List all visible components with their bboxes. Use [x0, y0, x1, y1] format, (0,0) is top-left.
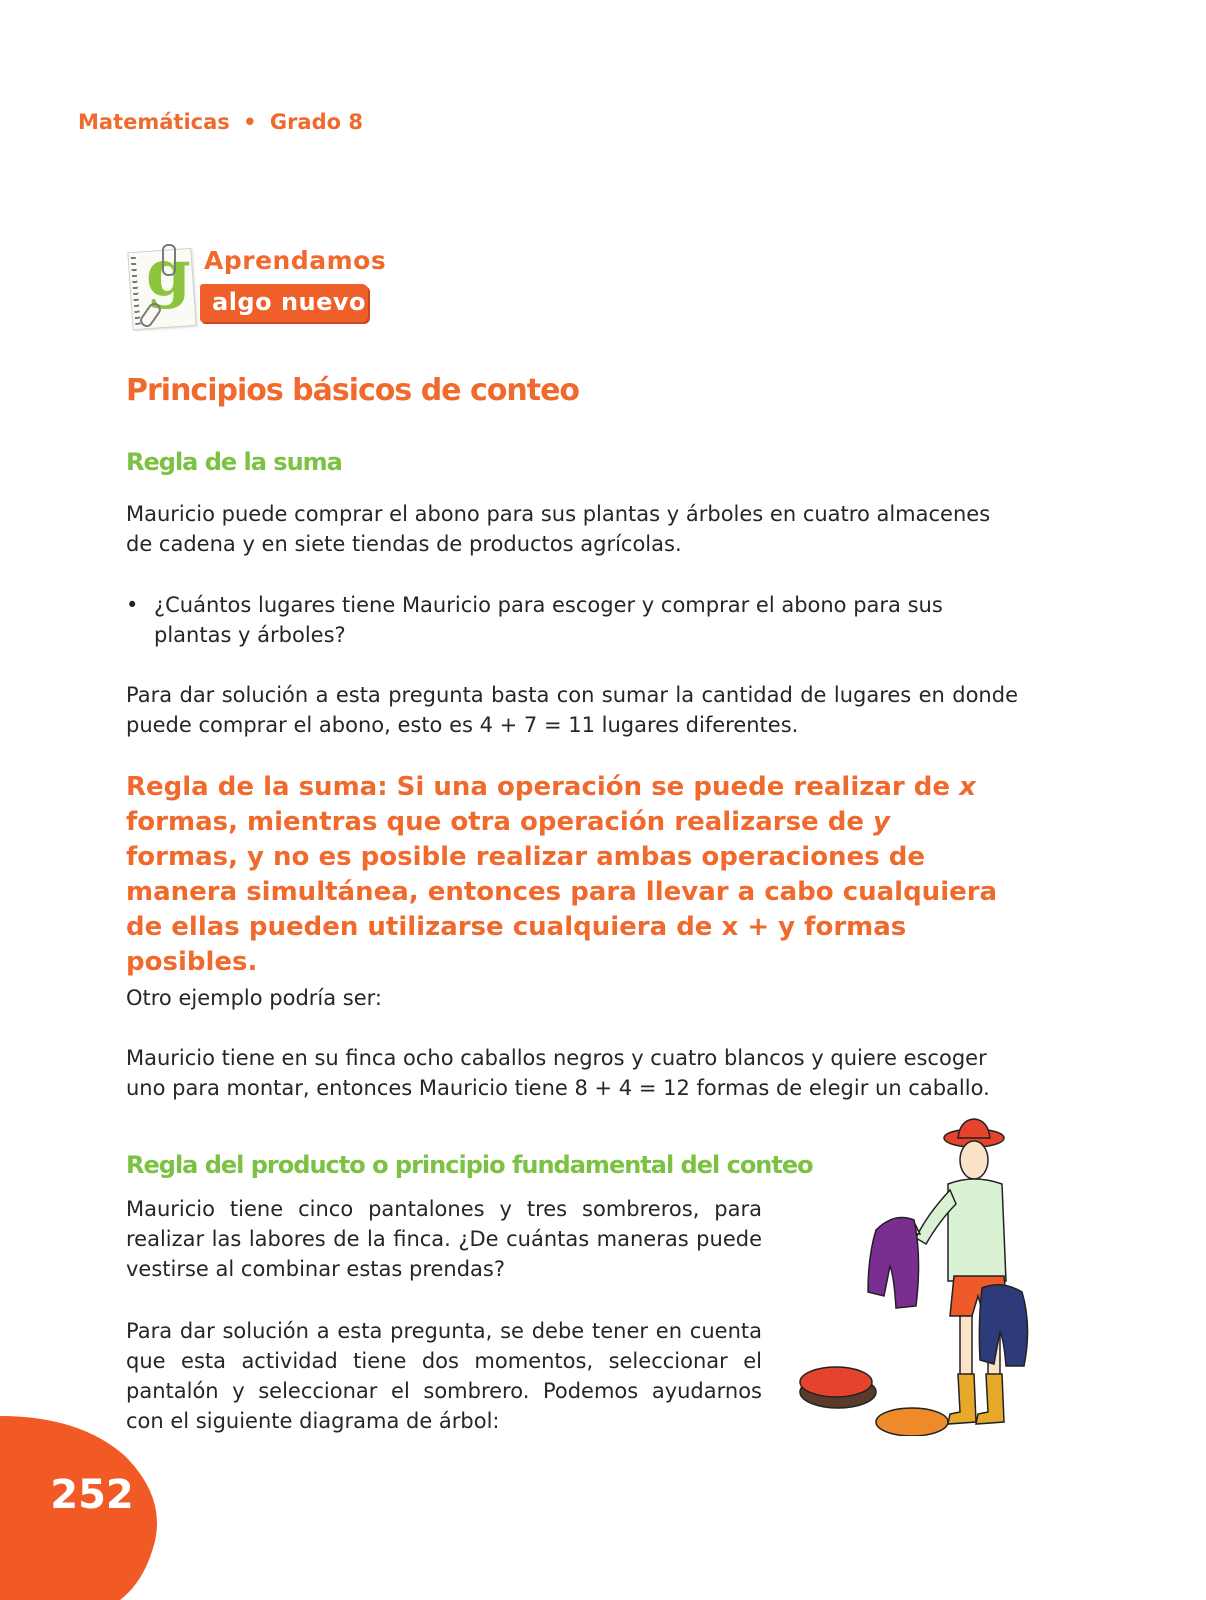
section-badge: [126, 236, 387, 334]
rule-label: Regla de la suma:: [126, 772, 388, 802]
purple-pants: [868, 1218, 919, 1308]
sum-rule-definition: [126, 770, 1006, 980]
header-separator: •: [243, 110, 257, 134]
rule-text-2: formas, mientras que otra operación realizarse de: [126, 807, 874, 837]
badge-line2: algo nuevo: [200, 284, 368, 322]
page-number-tab: [0, 1416, 160, 1600]
example-intro: Otro ejemplo podría ser:: [126, 986, 382, 1010]
bullet-text: ¿Cuántos lugares tiene Mauricio para escoger y comprar el abono para sus plantas y árboles?: [154, 593, 943, 647]
bullet-icon: •: [126, 593, 139, 617]
left-leg: [960, 1316, 972, 1376]
paperclip-icon: [162, 244, 176, 276]
example-text: Mauricio tiene en su finca ocho caballos negros y cuatro blancos y quiere escoger uno para montar, entonces Mauricio tiene 8 + 4 = 12 formas de elegir un caballo.: [126, 1046, 990, 1100]
section1-bullet: [126, 590, 1018, 650]
rule-text-3: formas, y no es posible realizar ambas operaciones de manera simultánea, entonces para llevar a cabo cualquiera de ellas pueden utilizarse cualquiera de: [126, 842, 998, 942]
section1-paragraph-1: Mauricio puede comprar el abono para sus plantas y árboles en cuatro almacenes de cadena y en siete tiendas de productos agrícolas.: [126, 502, 991, 556]
hat-crown: [958, 1119, 990, 1138]
rule-text-1: Si una operación se puede realizar de: [387, 772, 960, 802]
shirt: [948, 1179, 1006, 1281]
section2-heading: Regla del producto o principio fundamental del conteo: [126, 1151, 813, 1179]
left-boot: [948, 1374, 976, 1424]
rule-x-plus-y: x + y: [721, 912, 796, 942]
page-title: Principios básicos de conteo: [126, 373, 580, 408]
folded-clothes-red: [800, 1367, 872, 1397]
running-header: [78, 110, 363, 134]
rule-y: y: [873, 807, 890, 837]
face: [960, 1141, 988, 1179]
farmer-illustration: [798, 1116, 1038, 1436]
right-boot: [976, 1374, 1004, 1424]
header-grade: Grado 8: [269, 110, 363, 134]
folded-clothes-orange: [876, 1408, 948, 1436]
rule-text-4: formas posibles.: [126, 912, 907, 977]
rule-x: x: [959, 772, 976, 802]
letter-g-icon: g: [146, 236, 191, 311]
page-number: 252: [50, 1472, 134, 1518]
badge-line1: Aprendamos: [204, 246, 387, 275]
section1-heading: Regla de la suma: [126, 448, 342, 476]
blue-pants: [979, 1285, 1027, 1366]
section2-paragraph-2: Para dar solución a esta pregunta, se debe tener en cuenta que esta actividad tiene dos momentos, seleccionar el pantalón y seleccionar el sombrero. Podemos ayudarnos con el siguiente diagrama de árbol:: [126, 1319, 762, 1433]
section2-paragraph-1: Mauricio tiene cinco pantalones y tres sombreros, para realizar las labores de la finca. ¿De cuántas maneras puede vestirse al combinar estas prendas?: [126, 1197, 762, 1281]
section1-paragraph-2: Para dar solución a esta pregunta basta con sumar la cantidad de lugares en donde puede comprar el abono, esto es 4 + 7 = 11 lugares diferentes.: [126, 683, 1018, 737]
header-subject: Matemáticas: [78, 110, 230, 134]
